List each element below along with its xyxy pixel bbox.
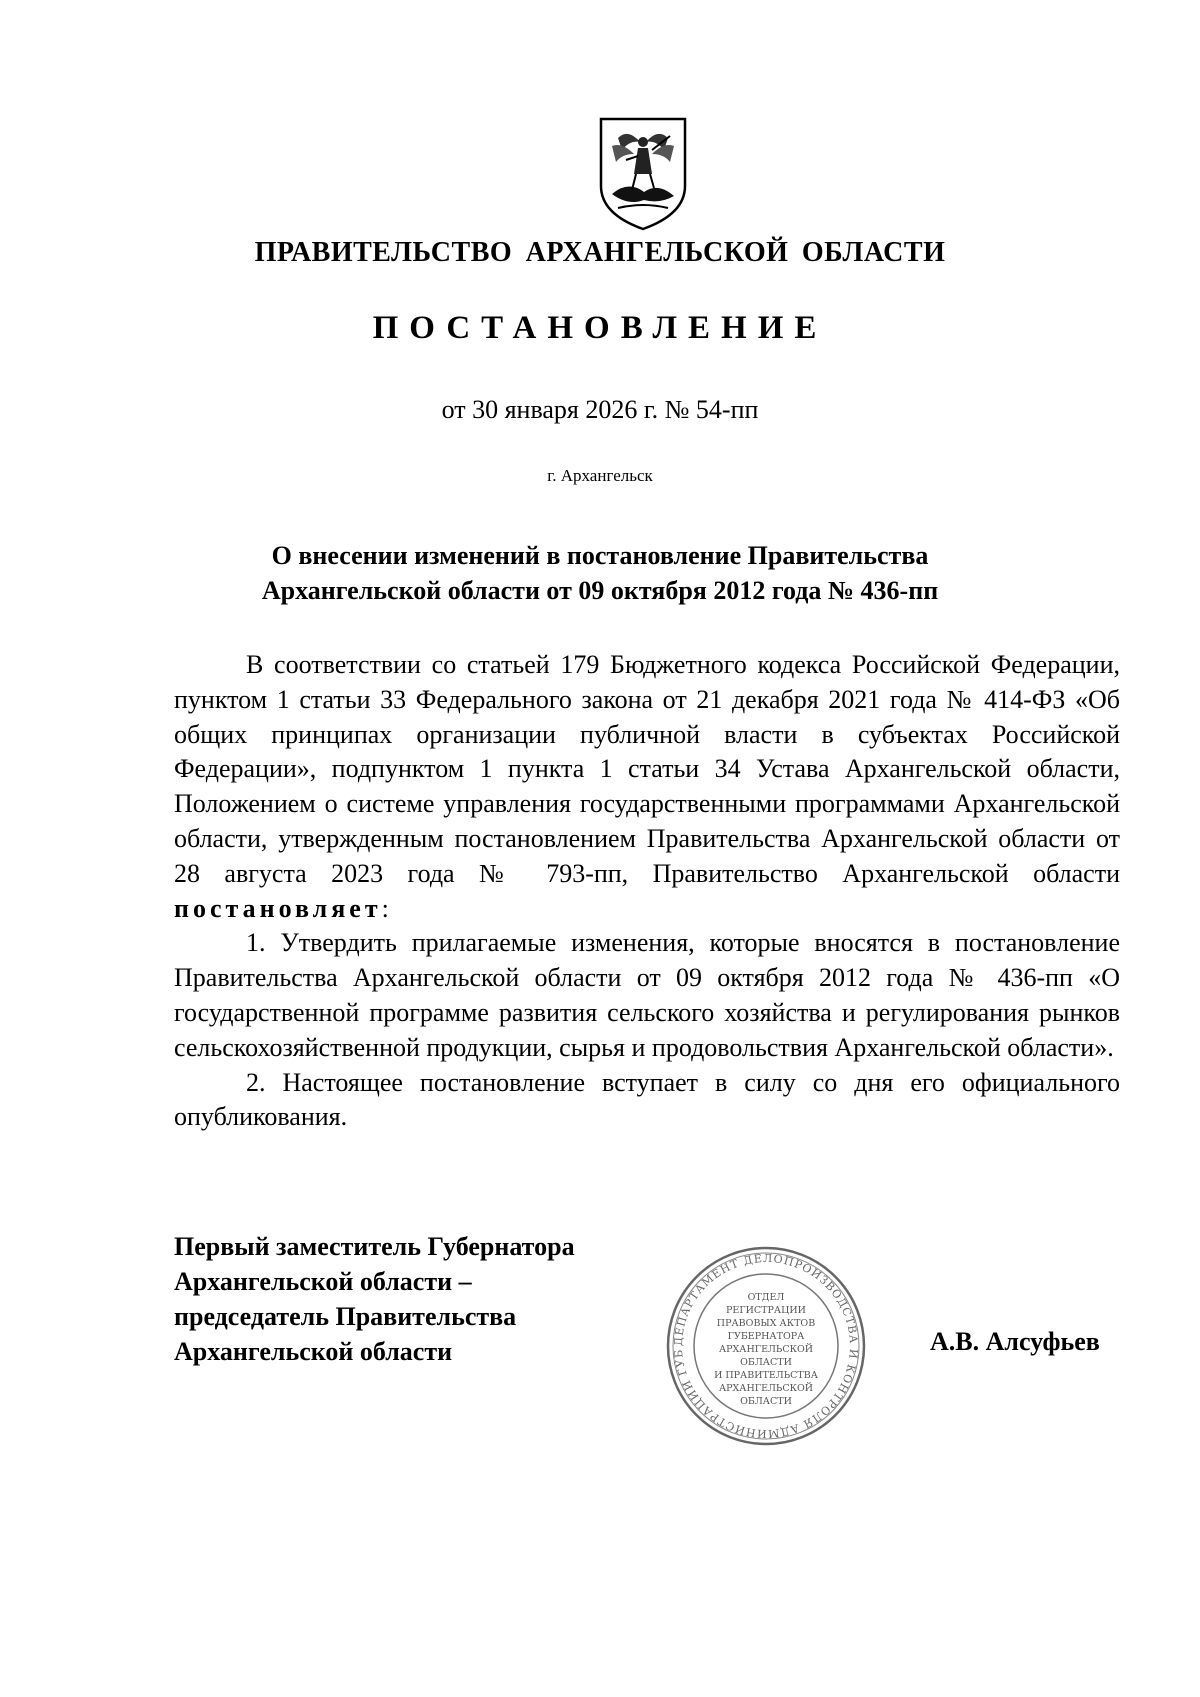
stamp-center-line: РЕГИСТРАЦИИ <box>726 1305 806 1316</box>
stamp-center-line: АРХАНГЕЛЬСКОЙ <box>718 1383 814 1394</box>
document-subject <box>0 538 1200 608</box>
subject-line-2: Архангельской области от 09 октября 2012 года № 436-пп <box>261 576 939 605</box>
preamble-paragraph <box>174 648 1120 926</box>
document-body <box>174 648 1120 1135</box>
signatory-title-line: Архангельской области <box>174 1337 453 1366</box>
stamp-ring-text: ДЕПАРТАМЕНТ ДЕЛОПРОИЗВОДСТВА И КОНТРОЛЯ АДМИНИСТРАЦИИ ГУБ <box>671 1251 861 1441</box>
stamp-center-line: ОБЛАСТИ <box>740 1357 792 1368</box>
government-name: ПРАВИТЕЛЬСТВО АРХАНГЕЛЬСКОЙ ОБЛАСТИ <box>254 237 946 268</box>
stamp-center-line: ОБЛАСТИ <box>740 1396 792 1407</box>
decides-word: постановляет <box>174 893 382 923</box>
signatory-title-line: Архангельской области – <box>174 1267 472 1296</box>
signatory-title-line: председатель Правительства <box>174 1302 517 1331</box>
stamp-center-line: ГУБЕРНАТОРА <box>727 1331 805 1342</box>
archangel-coat-of-arms-icon <box>598 116 688 232</box>
preamble-text: В соответствии со статьей 179 Бюджетного кодекса Российской Федерации, пунктом 1 статьи 33 Федерального закона от 21 декабря 2021 года № 414-ФЗ «Об общих принципах организации публичной власти в субъектах Российской Федерации», подпунктом 1 пункта 1 статьи 34 Устава Архангельской области, Положением о системе управления государственными программами Архангельской области, утвержденным постановлением Правительства Архангельской области от 28 августа 2023 года № 793-пп, Правительство Архангельской области <box>174 650 1120 888</box>
item-2: 2. Настоящее постановление вступает в силу со дня его официального опубликования. <box>174 1067 1120 1132</box>
stamp-center-line: ПРАВОВЫХ АКТОВ <box>716 1318 816 1329</box>
stamp-center-line: ОТДЕЛ <box>747 1292 785 1303</box>
signatory-name: А.В. Алсуфьев <box>930 1327 1100 1356</box>
date-and-number: от 30 января 2026 г. № 54-пп <box>441 395 759 424</box>
signatory-title-line: Первый заместитель Губернатора <box>174 1232 575 1261</box>
decides-colon: : <box>381 893 389 923</box>
document-type: ПОСТАНОВЛЕНИЕ <box>372 310 828 346</box>
stamp-center-line: АРХАНГЕЛЬСКОЙ <box>718 1344 814 1355</box>
city: г. Архангельск <box>547 466 653 485</box>
stamp-center-line: И ПРАВИТЕЛЬСТВА <box>714 1370 818 1381</box>
item-1: 1. Утвердить прилагаемые изменения, которые вносятся в постановление Правительства Архангельской области от 09 октября 2012 года № 436-пп «О государственной программе развития сельского хозяйства и регулирования рынков сельскохозяйственной продукции, сырья и продовольствия Архангельской области». <box>174 928 1120 1062</box>
signatory-title <box>174 1229 575 1369</box>
subject-line-1: О внесении изменений в постановление Правительства <box>271 541 929 570</box>
official-stamp-icon <box>664 1244 868 1448</box>
